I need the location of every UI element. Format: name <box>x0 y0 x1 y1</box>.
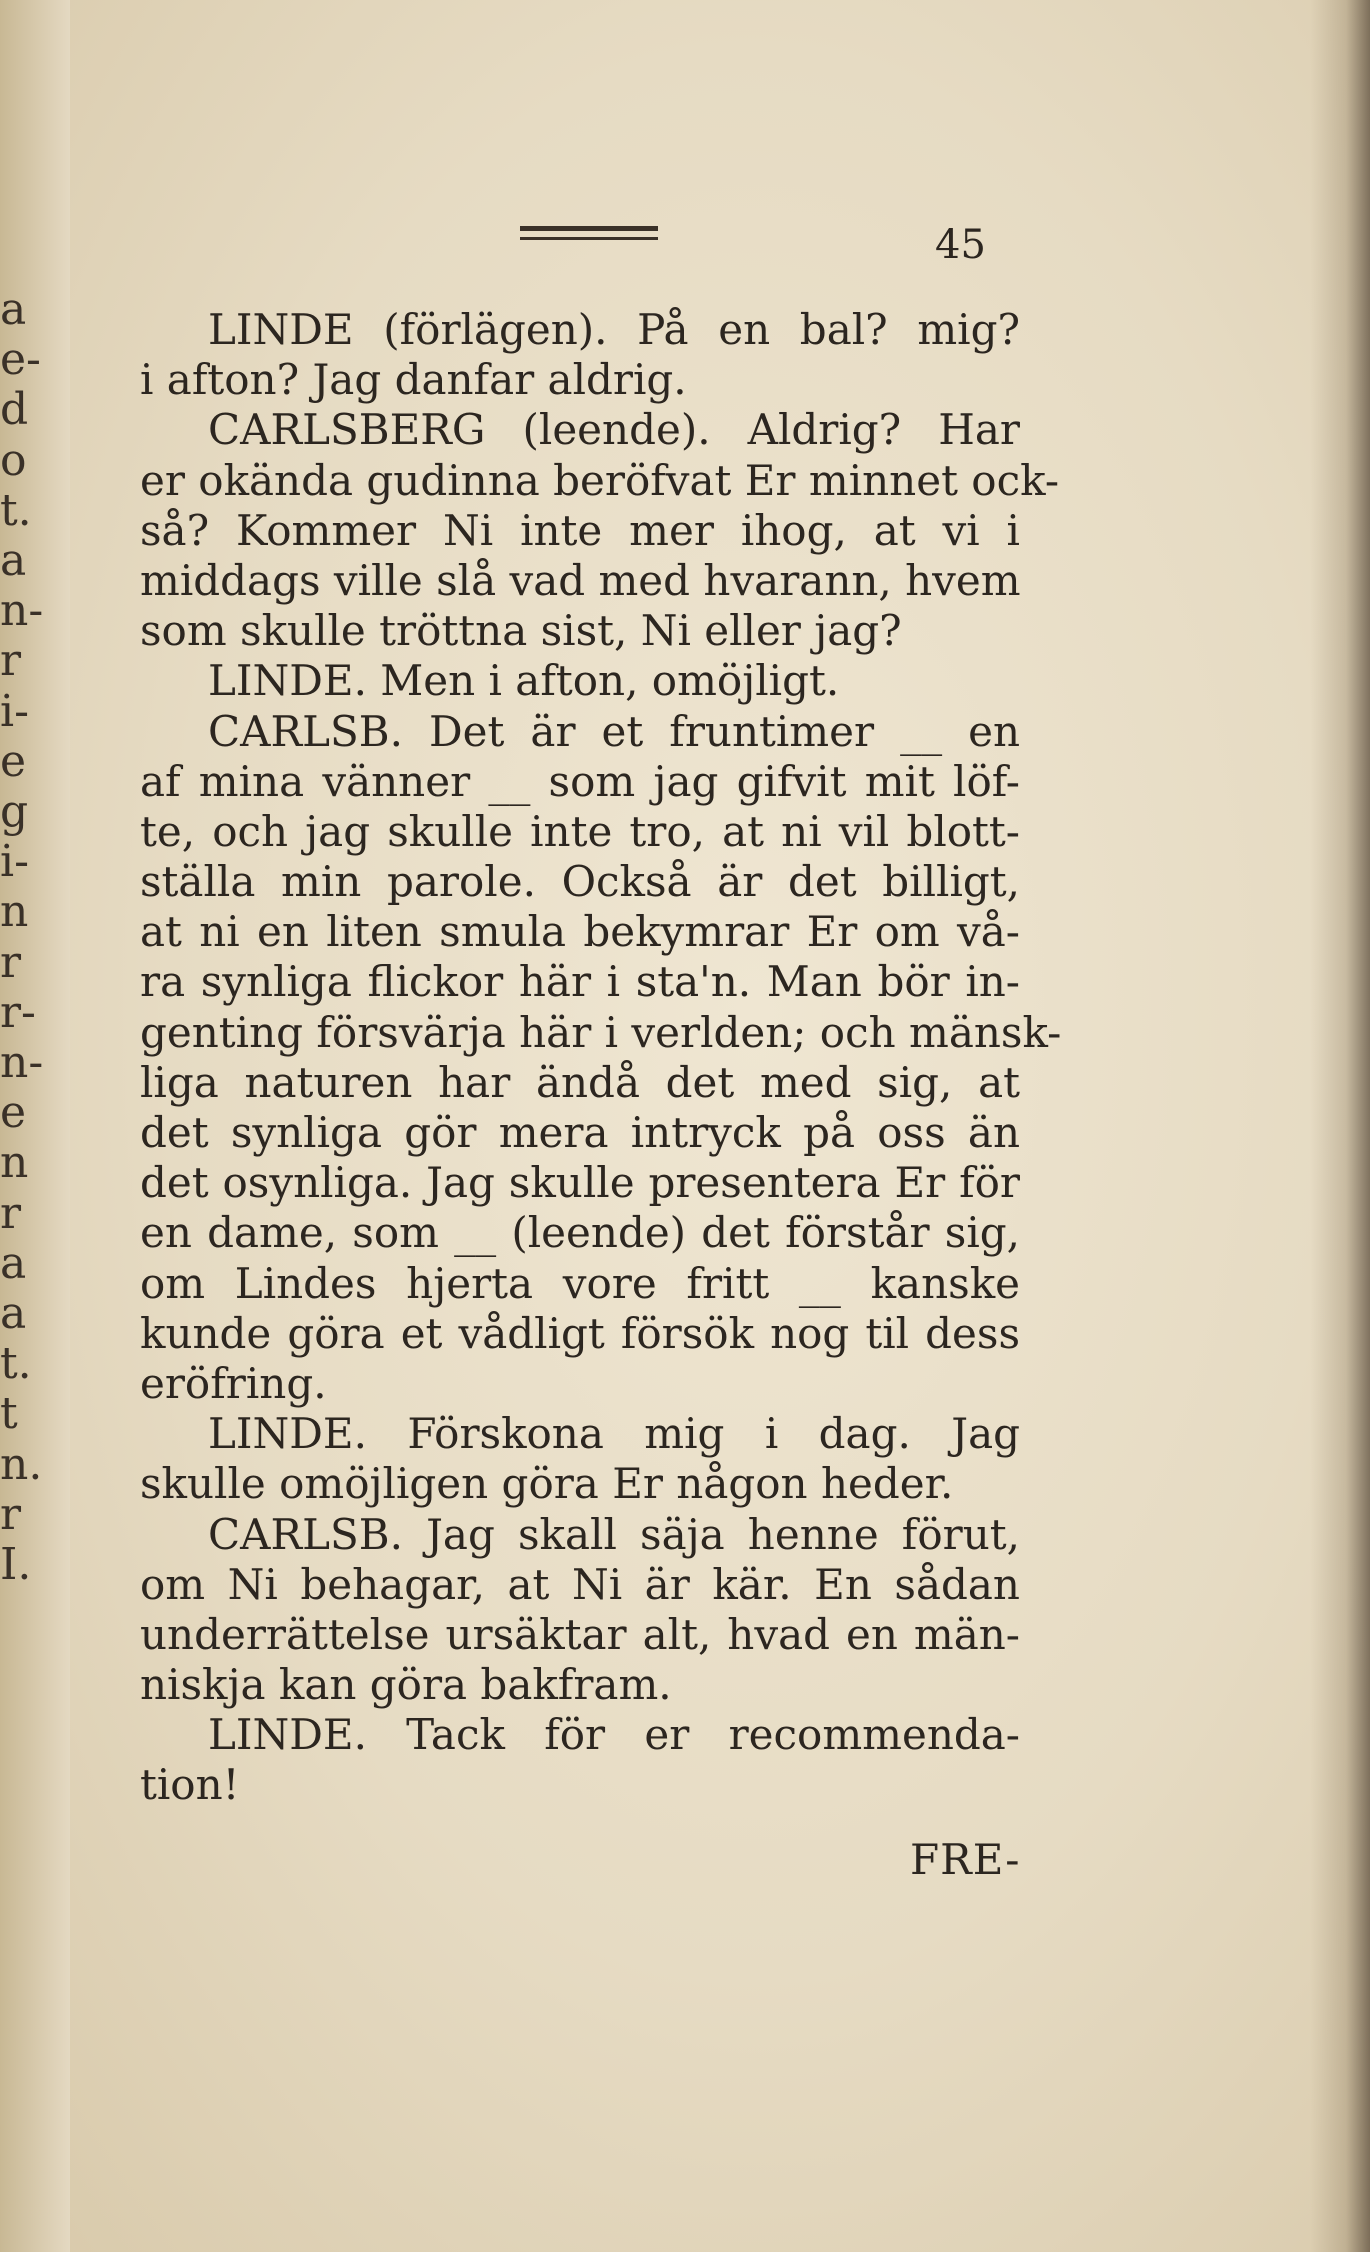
text-line: om Lindes hjerta vore fritt __ kanske <box>140 1258 1020 1308</box>
margin-bleed-char: I. <box>0 1539 32 1590</box>
text-line: CARLSBERG (leende). Aldrig? Har <box>208 405 1020 455</box>
text-line: tion! <box>140 1760 240 1810</box>
margin-bleed-char: i- <box>0 685 29 737</box>
text-line: om Ni behagar, at Ni är kär. En sådan <box>140 1559 1020 1609</box>
margin-bleed-char: a <box>0 1237 27 1289</box>
margin-bleed-char: o <box>0 434 27 486</box>
margin-bleed-char: e- <box>0 334 41 386</box>
text-line: genting försvärja här i verlden; och mänsk- <box>140 1007 1062 1057</box>
margin-bleed-char: a <box>0 1288 27 1339</box>
text-line: LINDE (förlägen). På en bal? mig? <box>208 305 1020 354</box>
facing-page-margin <box>0 0 70 2252</box>
text-line: i afton? Jag danfar aldrig. <box>140 355 687 405</box>
margin-bleed-char: r- <box>0 986 36 1038</box>
margin-bleed-char: r <box>0 635 22 687</box>
margin-bleed-char: t. <box>0 1338 32 1390</box>
body-text <box>140 305 1062 1811</box>
text-line: eröfring. <box>140 1358 327 1408</box>
header-ornament <box>520 226 658 240</box>
margin-bleed-char: n <box>0 886 29 938</box>
margin-bleed-char: n <box>0 1137 29 1189</box>
margin-bleed-char: r <box>0 1488 22 1540</box>
text-line: niskja kan göra bakfram. <box>140 1660 672 1710</box>
margin-bleed-char: d <box>0 384 29 436</box>
margin-bleed-char: n- <box>0 1037 44 1088</box>
text-line: LINDE. Tack för er recommenda- <box>208 1710 1020 1760</box>
text-line: ra synliga flickor här i sta'n. Man bör in- <box>140 957 1020 1007</box>
text-line: det synliga gör mera intryck på oss än <box>140 1108 1020 1157</box>
text-line: CARLSB. Jag skall säja henne förut, <box>208 1509 1020 1559</box>
text-line: kunde göra et vådligt försök nog til dess <box>140 1308 1020 1358</box>
text-line: er okända gudinna beröfvat Er minnet ock- <box>140 455 1060 505</box>
text-line: en dame, som __ (leende) det förstår sig, <box>140 1208 1020 1258</box>
text-line: det osynliga. Jag skulle presentera Er för <box>140 1158 1020 1208</box>
catchword: FRE- <box>910 1835 1021 1884</box>
margin-bleed-char: a <box>0 284 27 335</box>
text-line: te, och jag skulle inte tro, at ni vil blott- <box>140 806 1020 856</box>
margin-bleed-char: n- <box>0 585 44 637</box>
margin-bleed-char: r <box>0 936 22 988</box>
margin-bleed-char: g <box>0 786 29 837</box>
text-line: LINDE. Men i afton, omöjligt. <box>208 656 840 706</box>
text-line: LINDE. Förskona mig i dag. Jag <box>208 1409 1020 1459</box>
text-line: at ni en liten smula bekymrar Er om vå- <box>140 907 1020 957</box>
margin-bleed-char: n. <box>0 1438 43 1490</box>
text-line: underrättelse ursäktar alt, hvad en män- <box>140 1609 1020 1659</box>
text-line: ställa min parole. Också är det billigt, <box>140 857 1020 907</box>
text-line: af mina vänner __ som jag gifvit mit löf- <box>140 756 1020 806</box>
text-line: så? Kommer Ni inte mer ihog, at vi i <box>140 505 1020 555</box>
text-line: CARLSB. Det är et fruntimer __ en <box>208 706 1020 756</box>
page-edge-shadow <box>1310 0 1370 2252</box>
text-line: som skulle tröttna sist, Ni eller jag? <box>140 606 902 656</box>
margin-bleed-char: t. <box>0 484 32 536</box>
text-line: skulle omöjligen göra Er någon heder. <box>140 1459 954 1509</box>
margin-bleed-char: e <box>0 735 27 787</box>
text-line: liga naturen har ändå det med sig, at <box>140 1057 1020 1107</box>
page-number: 45 <box>935 222 986 268</box>
margin-bleed-char: t <box>0 1388 18 1440</box>
margin-bleed-char: a <box>0 535 27 586</box>
margin-bleed-char: e <box>0 1087 27 1139</box>
text-line: middags ville slå vad med hvarann, hvem <box>140 555 1021 605</box>
margin-bleed-char: r <box>0 1187 22 1239</box>
margin-bleed-char: i- <box>0 836 29 888</box>
